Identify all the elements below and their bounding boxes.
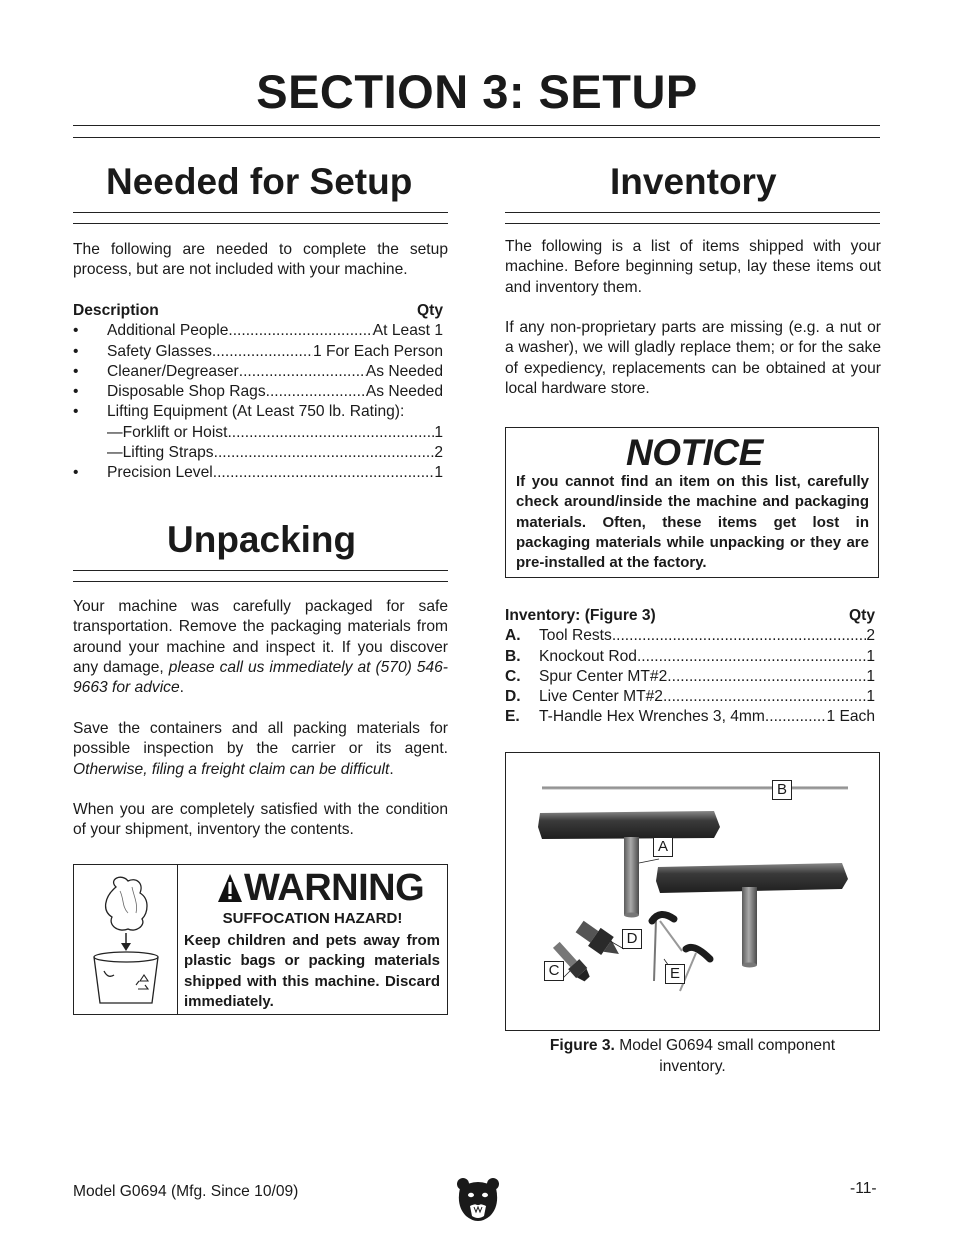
inventory-list-header (505, 606, 875, 626)
needed-rule-1 (73, 212, 448, 213)
needed-heading: Needed for Setup (106, 161, 413, 202)
footer-page-number: -11- (850, 1180, 877, 1197)
figure-label-c: C (544, 961, 564, 981)
needed-list-header (73, 301, 443, 321)
list-item: • Cleaner/Degreaser ..... As Needed (73, 362, 443, 382)
unpacking-rule-1 (73, 570, 448, 571)
inventory-rule-1 (505, 212, 880, 213)
list-item: A. Tool Rests ..... 2 (505, 626, 875, 646)
list-item: • Precision Level ..... 1 (73, 463, 443, 483)
list-item: B. Knockout Rod ..... 1 (505, 647, 875, 667)
unpacking-paragraph-2: Save the containers and all packing materials for possible inspection by the carrier or its agent. Otherwise, filing a freight claim can be difficult. (73, 720, 448, 778)
suffocation-bag-icon (88, 873, 164, 1007)
warning-box (73, 864, 448, 1015)
list-item: —Forklift or Hoist ..... 1 (73, 423, 443, 443)
inventory-heading: Inventory (610, 161, 777, 202)
warning-text: Keep children and pets away from plastic bags or packing materials shipped with this machine. Discard immediately. (184, 932, 440, 1010)
figure-label-e: E (665, 964, 685, 984)
needed-col-qty: Qty (417, 302, 443, 319)
needed-rule-2 (73, 223, 448, 224)
list-item: —Lifting Straps ..... 2 (73, 443, 443, 463)
unpacking-paragraph-3: When you are completely satisfied with the condition of your shipment, inventory the contents. (73, 801, 448, 839)
list-item: • Additional People ..... At Least 1 (73, 321, 443, 341)
needed-intro: The following are needed to complete the setup process, but are not included with your machine. (73, 241, 448, 279)
needed-list (73, 301, 443, 484)
inventory-col-qty: Qty (849, 607, 875, 624)
warning-triangle-icon (217, 873, 243, 903)
notice-box (505, 427, 879, 578)
inventory-rule-2 (505, 223, 880, 224)
warning-title: WARNING (244, 867, 425, 909)
warning-subtitle: SUFFOCATION HAZARD! (222, 910, 403, 927)
needed-col-desc: Description (73, 302, 159, 319)
figure-label-b: B (772, 780, 792, 800)
unpacking-heading: Unpacking (167, 519, 357, 560)
inventory-paragraph-2: If any non-proprietary parts are missing (e.g. a nut or a washer), we will gladly replace them; or for the sake of expediency, replacements can be obtained at your local hardware store. (505, 319, 881, 397)
section-title: SECTION 3: SETUP (256, 65, 698, 118)
list-item: C. Spur Center MT#2 ..... 1 (505, 667, 875, 687)
list-item: • Safety Glasses ..... 1 For Each Person (73, 342, 443, 362)
bear-logo-icon (456, 1176, 500, 1224)
title-rule-top (73, 125, 880, 126)
footer-model: Model G0694 (Mfg. Since 10/09) (73, 1183, 299, 1200)
unpacking-paragraph-1: Your machine was carefully packaged for safe transportation. Remove the packaging materials from around your machine and inspect it. If you discover any damage, please call us immediately at (570) 546-9663 for advice. (73, 598, 448, 697)
list-item: E. T-Handle Hex Wrenches 3, 4mm ..... 1 Each (505, 707, 875, 727)
figure-caption: Figure 3. Model G0694 small component inventory. (549, 1037, 836, 1075)
inventory-paragraph-1: The following is a list of items shipped with your machine. Before beginning setup, lay these items out and inventory them. (505, 238, 881, 296)
list-item: • Disposable Shop Rags ..... As Needed (73, 382, 443, 402)
inventory-list (505, 606, 875, 728)
figure-label-d: D (622, 929, 642, 949)
notice-text: If you cannot find an item on this list, carefully check around/inside the machine and packaging materials. Often, these items get lost in packaging materials while unpacking or they are pre-installed at the factory. (516, 473, 869, 572)
notice-title: NOTICE (626, 432, 763, 473)
figure-3-box (505, 752, 880, 1031)
figure-label-a: A (653, 837, 673, 857)
title-rule-bottom (73, 137, 880, 138)
list-item: • Lifting Equipment (At Least 750 lb. Rating): (73, 403, 405, 421)
list-item: D. Live Center MT#2 ..... 1 (505, 687, 875, 707)
unpacking-rule-2 (73, 581, 448, 582)
inventory-col-desc: Inventory: (Figure 3) (505, 607, 656, 624)
figure-3-photo (506, 753, 878, 1029)
